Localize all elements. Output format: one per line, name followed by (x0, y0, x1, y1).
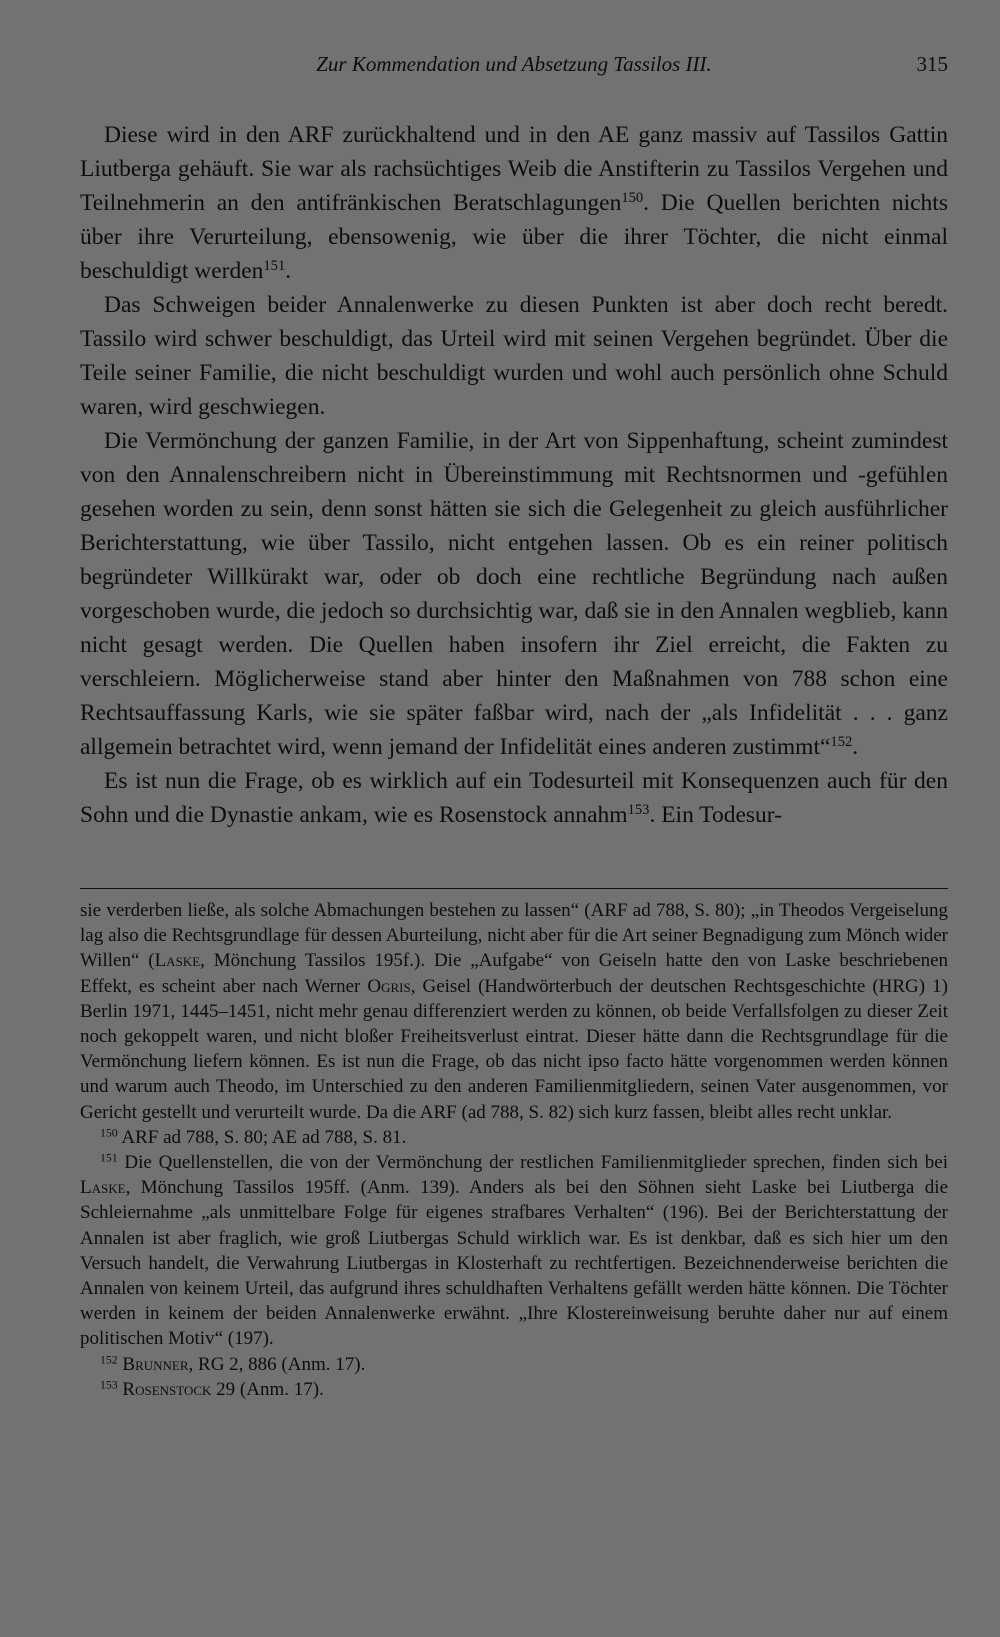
footnote-ref-151: 151 (263, 258, 286, 274)
paragraph-3: Die Vermönchung der ganzen Familie, in der Art von Sippenhaftung, scheint zumindest von den Annalenschreibern nicht in Übereinstimmung mit Rechtsnormen und -gefühlen gesehen worden zu sein, denn sonst hätten sie sich die Gelegenheit zu gleich ausführlicher Berichterstattung, wie über Tassilo, nicht entgehen lassen. Ob es ein reiner politisch begründeter Willkürakt war, oder ob doch eine rechtliche Begründung nach außen vorgeschoben wurde, die jedoch so durchsichtig war, daß sie in den Annalen wegblieb, kann nicht gesagt werden. Die Quellen haben insofern ihr Ziel erreicht, die Fakten zu verschleiern. Möglicherweise stand aber hinter den Maßnahmen von 788 schon eine Rechtsauffassung Karls, wie sie später faßbar wird, nach der „als Infidelität . . . ganz allgemein betrachtet wird, wenn jemand der Infidelität eines anderen zustimmt“$^{152}$. (80, 428, 948, 760)
footnote-153: $^{153}$ Rosenstock 29 (Anm. 17). (100, 1378, 324, 1400)
paragraph-2: Das Schweigen beider Annalenwerke zu diesen Punkten ist aber doch recht beredt. Tassilo wird schwer beschuldigt, das Urteil wird mit seinen Vergehen begründet. Über die Teile seiner Familie, die nicht beschuldigt wurden und wohl auch persönlich ohne Schuld waren, wird geschwiegen. (80, 292, 948, 420)
footnote-ref-153: 153 (627, 802, 650, 818)
footnote-150: $^{150}$ ARF ad 788, S. 80; AE ad 788, S. 81. (100, 1126, 407, 1148)
footnote-151: $^{151}$ Die Quellenstellen, die von der Vermönchung der restlichen Familienmitglieder sprechen, finden sich bei Laske, Mönchung Tassilos 195ff. (Anm. 139). Anders als bei den Söhnen sieht Laske bei Liutberga die Schleiernahme „als unmittelbare Folge für eigenes strafbares Verhalten“ (196). Bei der Berichterstattung der Annalen ist aber fraglich, wie groß Liutbergas Schuld wirklich war. Es ist denkbar, daß es sich hier um den Versuch handelt, die Verwahrung Liutbergas in Klosterhaft zu rechtfertigen. Bezeichnenderweise berichten die Annalen von keinem Urteil, das aufgrund ihres schuldhaften Verhaltens gefällt werden hätte können. Die Töchter werden in keinem der beiden Annalenwerke erwähnt. „Ihre Klostereinweisung beruhte daher nur auf einem politischen Motiv“ (197). (80, 1151, 948, 1350)
main-text (80, 118, 948, 832)
page-header (80, 52, 948, 84)
footnote-separator (80, 888, 948, 889)
footnote-ref-152: 152 (830, 734, 853, 750)
paragraph-4: Es ist nun die Frage, ob es wirklich auf ein Todesurteil mit Konsequenzen auch für den Sohn und die Dynastie ankam, wie es Rosenstock annahm$^{153}$. Ein Todesur- (80, 768, 948, 828)
footnotes (80, 898, 948, 1402)
footnote-152: $^{152}$ Brunner, RG 2, 886 (Anm. 17). (100, 1353, 366, 1375)
page-number: 315 (916, 52, 948, 76)
paragraph-1: Diese wird in den ARF zurückhaltend und in den AE ganz massiv auf Tassilos Gattin Liutberga gehäuft. Sie war als rachsüchtiges Weib die Anstifterin zu Tassilos Vergehen und Teilnehmerin an den antifränkischen Beratschlagungen$^{150}$. Die Quellen berichten nichts über ihre Verurteilung, ebensowenig, wie über die ihrer Töchter, die nicht einmal beschuldigt werden$^{151}$. (80, 122, 948, 284)
footnote-continuation: sie verderben ließe, als solche Abmachungen bestehen zu lassen“ (ARF ad 788, S. 80); „in Theodos Vergeiselung lag also die Rechtsgrundlage für dessen Aburteilung, nicht aber für die Art seiner Begnadigung zum Mönch wider Willen“ (Laske, Mönchung Tassilos 195f.). Die „Aufgabe“ von Geiseln hatte den von Laske beschriebenen Effekt, es scheint aber nach Werner Ogris, Geisel (Handwörterbuch der deutschen Rechtsgeschichte (HRG) 1) Berlin 1971, 1445–1451, nicht mehr genau differenziert werden zu können, ob beide Verfallsfolgen zu dieser Zeit noch gekoppelt waren, und nicht bloßer Freiheitsverlust eintrat. Dieser hätte dann die Rechtsgrundlage für die Vermönchung liefern können. Es ist nun die Frage, ob das nicht ipso facto hätte vorgenommen werden können und warum auch Theodo, im Unterschied zu den anderen Familienmitgliedern, seinen Vater ausgenommen, vor Gericht gestellt und verurteilt wurde. Da die ARF (ad 788, S. 82) sich kurz fassen, bleibt alles recht unklar. (80, 900, 949, 1123)
footnote-ref-150: 150 (621, 190, 644, 206)
running-title: Zur Kommendation und Absetzung Tassilos III. (316, 52, 712, 76)
